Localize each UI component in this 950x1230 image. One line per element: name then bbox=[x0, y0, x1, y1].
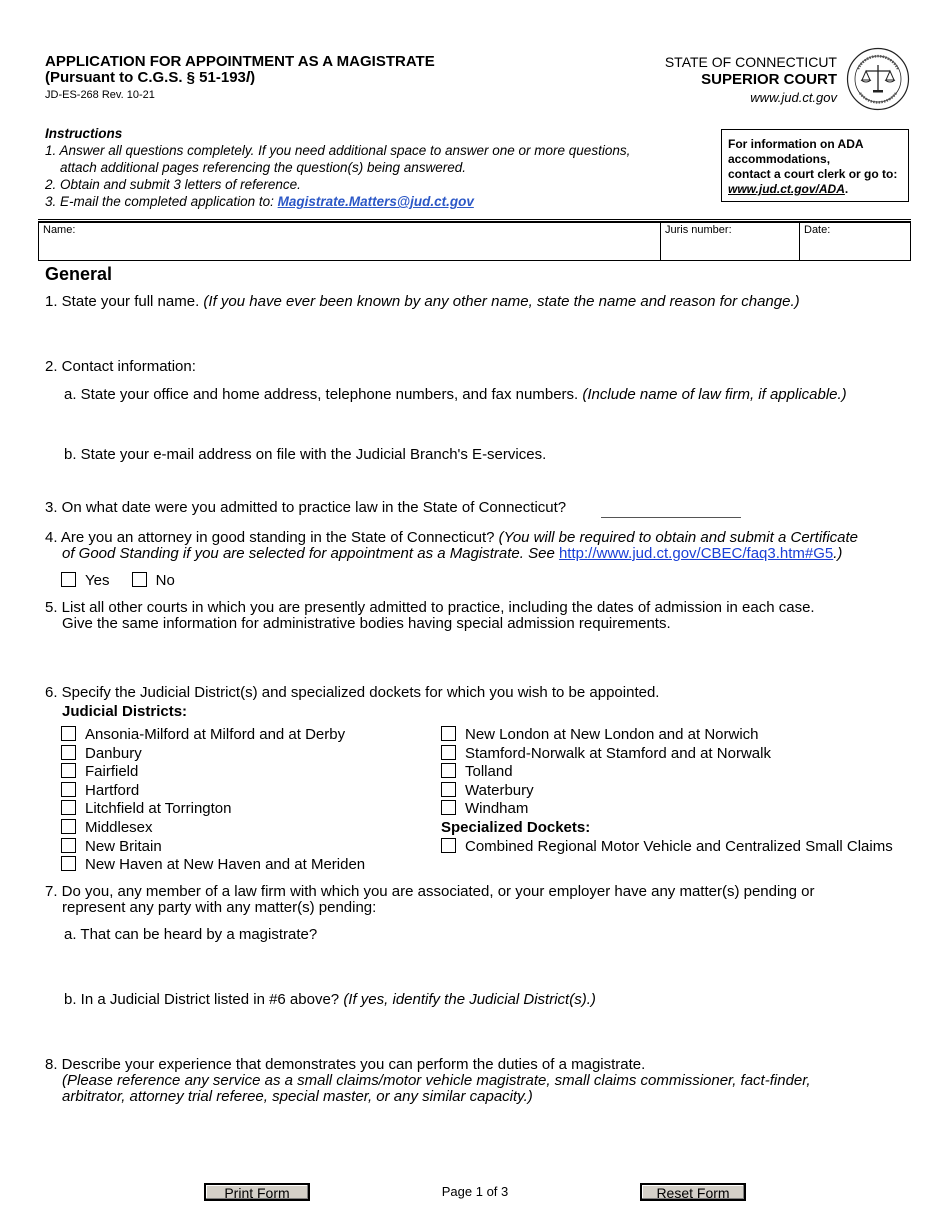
district-checkbox[interactable] bbox=[61, 800, 76, 815]
ada-line-2: accommodations, bbox=[728, 152, 831, 166]
ada-line-1: For information on ADA bbox=[728, 137, 864, 151]
district-item[interactable] bbox=[61, 745, 365, 764]
court-name: SUPERIOR COURT bbox=[701, 71, 837, 88]
district-checkbox[interactable] bbox=[61, 819, 76, 834]
district-label: Litchfield at Torrington bbox=[85, 800, 232, 818]
district-checkbox[interactable] bbox=[61, 745, 76, 760]
court-header bbox=[665, 53, 837, 107]
question-7a: a. That can be heard by a magistrate? bbox=[64, 926, 318, 943]
district-label: Tolland bbox=[465, 763, 513, 781]
no-checkbox[interactable] bbox=[132, 572, 147, 587]
ada-link[interactable]: www.jud.ct.gov/ADA bbox=[728, 182, 845, 196]
district-item[interactable] bbox=[61, 819, 365, 838]
question-7b: b. In a Judicial District listed in #6 above? (If yes, identify the Judicial District(s).) bbox=[64, 991, 596, 1008]
admission-date-input[interactable] bbox=[601, 517, 741, 518]
print-form-button[interactable]: Print Form bbox=[204, 1183, 310, 1201]
district-item[interactable] bbox=[441, 782, 771, 801]
email-link[interactable]: Magistrate.Matters@jud.ct.gov bbox=[277, 194, 474, 209]
question-1: 1. State your full name. (If you have ever been known by any other name, state the name and reason for change.) bbox=[45, 293, 800, 310]
districts-right-list bbox=[441, 726, 771, 819]
ada-link-row: www.jud.ct.gov/ADA. bbox=[728, 182, 849, 196]
district-label: Stamford-Norwalk at Stamford and at Norwalk bbox=[465, 744, 771, 762]
dockets-heading: Specialized Dockets: bbox=[441, 819, 591, 836]
district-checkbox[interactable] bbox=[61, 856, 76, 871]
instruction-2: 2. Obtain and submit 3 letters of reference. bbox=[45, 177, 301, 192]
instructions-heading: Instructions bbox=[45, 126, 123, 141]
district-checkbox[interactable] bbox=[61, 782, 76, 797]
question-7: 7. Do you, any member of a law firm with which you are associated, or your employer have any matter(s) pending or represent any party with any matter(s) pending: bbox=[45, 883, 815, 916]
district-item[interactable] bbox=[61, 838, 365, 857]
districts-left-list bbox=[61, 726, 365, 875]
district-item[interactable] bbox=[441, 763, 771, 782]
question-5: 5. List all other courts in which you are presently admitted to practice, including the dates of admission in each case. Give the same information for administrative bodies having special admission requirements. bbox=[45, 599, 815, 632]
reset-form-button[interactable]: Reset Form bbox=[640, 1183, 746, 1201]
districts-heading: Judicial Districts: bbox=[62, 703, 188, 720]
district-item[interactable] bbox=[441, 726, 771, 745]
district-checkbox[interactable] bbox=[441, 726, 456, 741]
question-2b: b. State your e-mail address on file with the Judicial Branch's E-services. bbox=[64, 446, 547, 463]
ada-line-3: contact a court clerk or go to: bbox=[728, 167, 898, 181]
district-label: Danbury bbox=[85, 744, 142, 762]
question-2: 2. Contact information: bbox=[45, 358, 196, 375]
question-8: 8. Describe your experience that demonstrates you can perform the duties of a magistrate. (Please reference any service as a small claims/motor vehicle magistrate, small claims commissioner, fact-finder, arbitrator, attorney trial referee, special master, or any similar capacity.) bbox=[45, 1056, 811, 1105]
district-label: New London at New London and at Norwich bbox=[465, 726, 759, 743]
district-item[interactable] bbox=[441, 800, 771, 819]
page-indicator: Page 1 of 3 bbox=[441, 1184, 509, 1199]
district-item[interactable] bbox=[61, 856, 365, 875]
applicant-info-row bbox=[38, 222, 911, 261]
instructions bbox=[45, 125, 695, 210]
district-checkbox[interactable] bbox=[61, 726, 76, 741]
district-item[interactable] bbox=[61, 763, 365, 782]
date-field[interactable]: Date: bbox=[804, 224, 831, 236]
district-checkbox[interactable] bbox=[441, 782, 456, 797]
district-label: Windham bbox=[465, 800, 529, 818]
state-name: STATE OF CONNECTICUT bbox=[664, 54, 837, 70]
state-seal-icon bbox=[846, 47, 910, 111]
district-label: Hartford bbox=[85, 781, 140, 799]
form-number: JD-ES-268 Rev. 10-21 bbox=[45, 89, 155, 101]
district-item[interactable] bbox=[61, 782, 365, 801]
form-title bbox=[45, 54, 435, 86]
district-label: Fairfield bbox=[85, 763, 139, 781]
instruction-1: 1. Answer all questions completely. If you need additional space to answer one or more questions, bbox=[45, 143, 631, 158]
section-heading-general: General bbox=[45, 264, 113, 284]
district-label: Waterbury bbox=[465, 781, 534, 799]
question-2a: a. State your office and home address, telephone numbers, and fax numbers. (Include name of law firm, if applicable.) bbox=[64, 386, 847, 403]
yes-no-choice: Yes No bbox=[61, 572, 175, 591]
district-item[interactable] bbox=[441, 745, 771, 764]
court-website: www.jud.ct.gov bbox=[750, 90, 837, 105]
instruction-3: 3. E-mail the completed application to: Magistrate.Matters@jud.ct.gov bbox=[45, 194, 474, 209]
district-label: New Britain bbox=[85, 837, 162, 855]
question-4: 4. Are you an attorney in good standing in the State of Connecticut? (You will be required to obtain and submit a Certificate of Good Standing if you are selected for appointment as a Magistrate. See http://www.jud.ct.gov/CBEC/faq3.htm#G5.) bbox=[45, 529, 859, 562]
district-checkbox[interactable] bbox=[61, 763, 76, 778]
docket-checkbox[interactable] bbox=[441, 838, 456, 853]
title-line-1: APPLICATION FOR APPOINTMENT AS A MAGISTRATE bbox=[45, 53, 435, 70]
juris-number-field[interactable]: Juris number: bbox=[661, 223, 800, 260]
district-checkbox[interactable] bbox=[441, 745, 456, 760]
good-standing-link[interactable]: http://www.jud.ct.gov/CBEC/faq3.htm#G5 bbox=[558, 545, 834, 562]
district-item[interactable] bbox=[61, 726, 365, 745]
district-checkbox[interactable] bbox=[441, 800, 456, 815]
question-3: 3. On what date were you admitted to practice law in the State of Connecticut? bbox=[45, 499, 567, 516]
title-line-2: (Pursuant to C.G.S. § 51-193l) bbox=[45, 69, 256, 86]
district-label: New Haven at New Haven and at Meriden bbox=[85, 856, 366, 874]
district-item[interactable] bbox=[61, 800, 365, 819]
docket-item[interactable]: Combined Regional Motor Vehicle and Centralized Small Claims bbox=[441, 838, 893, 857]
yes-checkbox[interactable] bbox=[61, 572, 76, 587]
district-label: Middlesex bbox=[85, 818, 153, 836]
question-6: 6. Specify the Judicial District(s) and specialized dockets for which you wish to be appointed. bbox=[45, 684, 660, 701]
district-label: Ansonia-Milford at Milford and at Derby bbox=[85, 726, 346, 743]
ada-notice-box bbox=[721, 129, 909, 202]
district-checkbox[interactable] bbox=[441, 763, 456, 778]
name-field[interactable]: Name: bbox=[39, 223, 661, 260]
district-checkbox[interactable] bbox=[61, 838, 76, 853]
instruction-1-cont: attach additional pages referencing the question(s) being answered. bbox=[60, 160, 467, 175]
